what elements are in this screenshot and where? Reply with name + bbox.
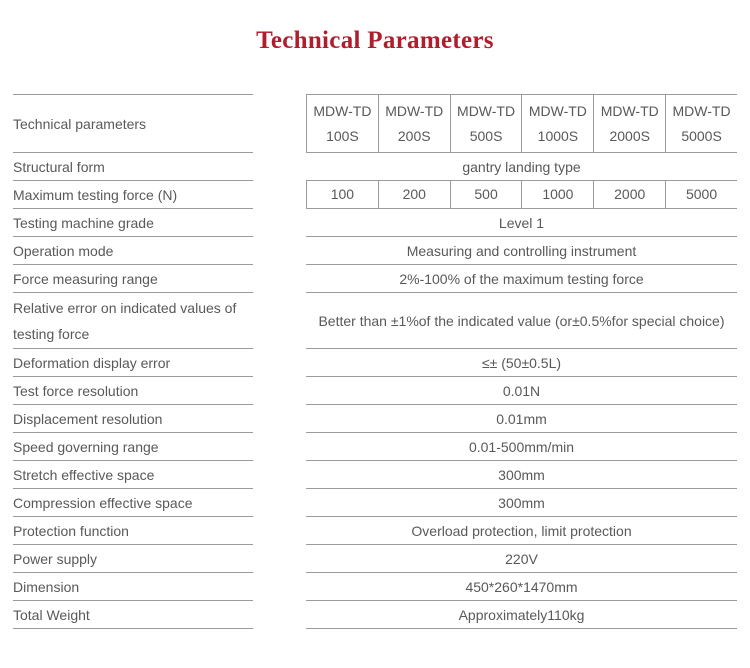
- row-value-dimension: [306, 572, 737, 600]
- table-corner-cell: [13, 94, 253, 152]
- model-header-cell: [665, 95, 737, 152]
- force-value-cell: [593, 181, 665, 208]
- model-header-cell: [306, 95, 378, 152]
- force-value-cell: [665, 181, 737, 208]
- row-label-text: Testing machine grade: [13, 214, 154, 231]
- model-size: 1000S: [537, 127, 579, 144]
- row-label-text: Speed governing range: [13, 438, 159, 455]
- row-value-text: Better than ±1%of the indicated value (or±0.5%for special choice): [318, 312, 725, 329]
- model-header-cell: [593, 95, 665, 152]
- force-value-text: 200: [402, 186, 426, 202]
- row-value-text: 0.01mm: [496, 410, 547, 427]
- row-label-text: Structural form: [13, 158, 105, 175]
- row-value-machine-grade: [306, 208, 737, 236]
- table-corner-label: Technical parameters: [13, 115, 147, 132]
- model-name: MDW-TD: [600, 102, 659, 119]
- force-value-cell: [521, 181, 593, 208]
- row-label-relative-error: [13, 292, 253, 348]
- row-value-total-weight: [306, 600, 737, 628]
- row-label-structural-form: [13, 152, 253, 180]
- row-label-test-force-resolution: [13, 376, 253, 404]
- row-label-text: Stretch effective space: [13, 466, 155, 483]
- model-size: 2000S: [609, 127, 650, 144]
- force-value-cell: [378, 181, 450, 208]
- page-title: Technical Parameters: [256, 27, 494, 54]
- model-size: 200S: [397, 127, 431, 144]
- row-value-text: Measuring and controlling instrument: [406, 242, 637, 259]
- force-value-cells: [306, 181, 737, 208]
- row-value-text: 450*260*1470mm: [465, 578, 578, 595]
- row-label-operation-mode: [13, 236, 253, 264]
- row-label-speed-governing-range: [13, 432, 253, 460]
- model-name: MDW-TD: [313, 102, 372, 119]
- model-size: 5000S: [681, 127, 722, 144]
- row-value-displacement-resolution: [306, 404, 737, 432]
- row-value-text: 300mm: [498, 494, 545, 511]
- model-header-row: [306, 94, 737, 152]
- model-name: MDW-TD: [528, 102, 587, 119]
- row-label-total-weight: [13, 600, 253, 628]
- row-value-text: gantry landing type: [462, 158, 581, 175]
- row-value-text: 220V: [505, 550, 538, 567]
- row-label-power-supply: [13, 544, 253, 572]
- row-value-relative-error: [306, 292, 737, 348]
- force-value-cell: [306, 181, 378, 208]
- model-header-cell: [521, 95, 593, 152]
- column-gap: [253, 94, 306, 629]
- row-label-text: Test force resolution: [13, 382, 139, 399]
- row-value-text: 0.01N: [502, 382, 541, 399]
- force-value-cell: [450, 181, 522, 208]
- force-value-text: 100: [330, 186, 355, 202]
- parameter-value-column: [306, 94, 737, 629]
- row-value-compression-effective-space: [306, 488, 737, 516]
- row-value-text: 2%-100% of the maximum testing force: [399, 270, 644, 287]
- model-name: MDW-TD: [385, 102, 444, 119]
- row-value-text: ≤± (50±0.5L): [481, 354, 562, 371]
- row-value-test-force-resolution: [306, 376, 737, 404]
- force-value-text: 5000: [685, 186, 718, 202]
- row-value-force-measuring-range: [306, 264, 737, 292]
- row-value-operation-mode: [306, 236, 737, 264]
- row-label-deformation-display-error: [13, 348, 253, 376]
- model-size: 500S: [469, 127, 503, 144]
- row-value-power-supply: [306, 544, 737, 572]
- row-value-text: 0.01-500mm/min: [468, 438, 575, 455]
- force-value-text: 1000: [542, 186, 574, 202]
- model-header-cell: [378, 95, 450, 152]
- row-label-text: Dimension: [13, 578, 80, 595]
- row-label-text: Force measuring range: [13, 270, 158, 287]
- model-header-cells: [306, 95, 737, 152]
- row-value-text: Approximately110kg: [458, 606, 585, 623]
- row-label-protection-function: [13, 516, 253, 544]
- force-value-text: 2000: [614, 186, 646, 202]
- row-label-force-measuring-range: [13, 264, 253, 292]
- row-value-max-testing-force: [306, 180, 737, 208]
- row-value-text: Level 1: [498, 214, 545, 231]
- row-label-text: Maximum testing force (N): [13, 186, 178, 203]
- row-label-compression-effective-space: [13, 488, 253, 516]
- row-label-text: Protection function: [13, 522, 129, 539]
- row-label-dimension: [13, 572, 253, 600]
- row-label-text: Power supply: [13, 550, 98, 567]
- parameter-label-column: [13, 94, 253, 629]
- row-value-structural-form: [306, 152, 737, 180]
- row-label-text: Total Weight: [13, 606, 90, 623]
- row-label-text: Relative error on indicated values of testing force: [13, 299, 237, 342]
- model-name: MDW-TD: [457, 102, 516, 119]
- row-label-stretch-effective-space: [13, 460, 253, 488]
- spec-table: [13, 94, 737, 629]
- model-header-cell: [450, 95, 522, 152]
- row-value-speed-governing-range: [306, 432, 737, 460]
- row-label-displacement-resolution: [13, 404, 253, 432]
- row-label-machine-grade: [13, 208, 253, 236]
- row-label-text: Operation mode: [13, 242, 114, 259]
- row-value-stretch-effective-space: [306, 460, 737, 488]
- model-size: 100S: [326, 127, 359, 144]
- row-value-deformation-display-error: [306, 348, 737, 376]
- row-value-protection-function: [306, 516, 737, 544]
- row-label-text: Compression effective space: [13, 494, 193, 511]
- force-value-text: 500: [474, 186, 498, 202]
- row-label-text: Displacement resolution: [13, 410, 163, 427]
- row-value-text: Overload protection, limit protection: [411, 522, 632, 539]
- model-name: MDW-TD: [672, 102, 731, 119]
- row-label-text: Deformation display error: [13, 354, 171, 371]
- row-value-text: 300mm: [498, 466, 545, 483]
- row-label-max-testing-force: [13, 180, 253, 208]
